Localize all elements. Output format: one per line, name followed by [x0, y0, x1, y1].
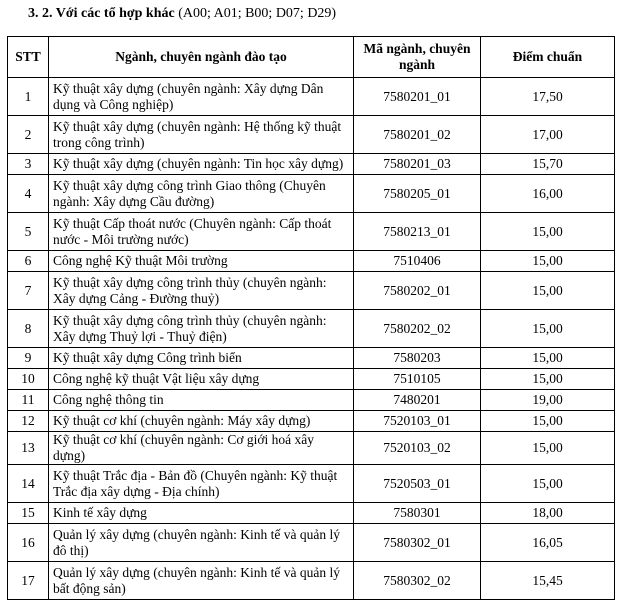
table-row	[8, 213, 615, 251]
section-heading	[28, 5, 336, 23]
row-major: Kỹ thuật xây dựng (chuyên ngành: Hệ thống kỹ thuật trong công trình)	[49, 116, 354, 154]
row-stt: 6	[8, 251, 49, 272]
row-score: 15,00	[481, 310, 615, 348]
table-row	[8, 78, 615, 116]
row-major: Kỹ thuật xây dựng công trình Giao thông (Chuyên ngành: Xây dựng Cầu đường)	[49, 175, 354, 213]
row-score: 15,00	[481, 411, 615, 432]
table-row	[8, 411, 615, 432]
row-code: 7510105	[354, 369, 481, 390]
row-score: 16,05	[481, 524, 615, 562]
row-code: 7480201	[354, 390, 481, 411]
row-code: 7510406	[354, 251, 481, 272]
row-major: Công nghệ Kỹ thuật Môi trường	[49, 251, 354, 272]
row-score: 17,00	[481, 116, 615, 154]
row-code: 7580201_03	[354, 154, 481, 175]
table-row	[8, 175, 615, 213]
row-score: 15,00	[481, 251, 615, 272]
row-score: 15,00	[481, 272, 615, 310]
admission-score-table	[7, 36, 615, 600]
row-major: Kỹ thuật cơ khí (chuyên ngành: Máy xây dựng)	[49, 411, 354, 432]
row-stt: 7	[8, 272, 49, 310]
row-major: Kỹ thuật xây dựng (chuyên ngành: Xây dựng Dân dụng và Công nghiệp)	[49, 78, 354, 116]
table-row	[8, 348, 615, 369]
row-score: 15,00	[481, 369, 615, 390]
row-code: 7580203	[354, 348, 481, 369]
table-row	[8, 272, 615, 310]
row-stt: 12	[8, 411, 49, 432]
table-row	[8, 116, 615, 154]
row-stt: 10	[8, 369, 49, 390]
row-major: Kinh tế xây dựng	[49, 503, 354, 524]
row-score: 15,00	[481, 432, 615, 465]
row-code: 7520103_01	[354, 411, 481, 432]
row-stt: 16	[8, 524, 49, 562]
row-stt: 13	[8, 432, 49, 465]
row-stt: 14	[8, 465, 49, 503]
row-major: Kỹ thuật xây dựng (chuyên ngành: Tin học xây dựng)	[49, 154, 354, 175]
table-row	[8, 562, 615, 600]
row-stt: 3	[8, 154, 49, 175]
table-row	[8, 524, 615, 562]
row-stt: 1	[8, 78, 49, 116]
row-code: 7580205_01	[354, 175, 481, 213]
row-stt: 8	[8, 310, 49, 348]
row-score: 19,00	[481, 390, 615, 411]
row-score: 16,00	[481, 175, 615, 213]
row-code: 7580201_01	[354, 78, 481, 116]
row-score: 15,00	[481, 213, 615, 251]
row-code: 7520103_02	[354, 432, 481, 465]
row-score: 15,00	[481, 465, 615, 503]
table-row	[8, 465, 615, 503]
row-code: 7580202_01	[354, 272, 481, 310]
row-major: Kỹ thuật xây dựng Công trình biển	[49, 348, 354, 369]
row-score: 18,00	[481, 503, 615, 524]
row-major: Kỹ thuật xây dựng công trình thủy (chuyên ngành: Xây dựng Thuỷ lợi - Thuỷ điện)	[49, 310, 354, 348]
table-row	[8, 503, 615, 524]
row-major: Kỹ thuật Cấp thoát nước (Chuyên ngành: Cấp thoát nước - Môi trường nước)	[49, 213, 354, 251]
row-code: 7580213_01	[354, 213, 481, 251]
header-major: Ngành, chuyên ngành đào tạo	[49, 37, 354, 78]
row-stt: 4	[8, 175, 49, 213]
table-row	[8, 310, 615, 348]
row-major: Kỹ thuật xây dựng công trình thủy (chuyên ngành: Xây dựng Cảng - Đường thuỷ)	[49, 272, 354, 310]
row-stt: 9	[8, 348, 49, 369]
row-code: 7580202_02	[354, 310, 481, 348]
row-stt: 15	[8, 503, 49, 524]
header-code: Mã ngành, chuyên ngành	[354, 37, 481, 78]
row-score: 15,70	[481, 154, 615, 175]
row-major: Quản lý xây dựng (chuyên ngành: Kinh tế và quản lý đô thị)	[49, 524, 354, 562]
row-score: 17,50	[481, 78, 615, 116]
table-row	[8, 369, 615, 390]
row-major: Quản lý xây dựng (chuyên ngành: Kinh tế và quản lý bất động sản)	[49, 562, 354, 600]
table-row	[8, 432, 615, 465]
table-header-row	[8, 37, 615, 78]
row-code: 7580301	[354, 503, 481, 524]
table-row	[8, 390, 615, 411]
section-heading-bold: 3. 2. Với các tổ hợp khác	[28, 6, 175, 21]
row-stt: 2	[8, 116, 49, 154]
row-major: Công nghệ kỹ thuật Vật liệu xây dựng	[49, 369, 354, 390]
row-stt: 11	[8, 390, 49, 411]
table-row	[8, 154, 615, 175]
row-major: Kỹ thuật cơ khí (chuyên ngành: Cơ giới hoá xây dựng)	[49, 432, 354, 465]
row-code: 7520503_01	[354, 465, 481, 503]
header-stt: STT	[8, 37, 49, 78]
row-score: 15,00	[481, 348, 615, 369]
section-heading-combos: (A00; A01; B00; D07; D29)	[174, 6, 337, 21]
row-code: 7580201_02	[354, 116, 481, 154]
row-code: 7580302_02	[354, 562, 481, 600]
row-stt: 17	[8, 562, 49, 600]
row-major: Kỹ thuật Trắc địa - Bản đồ (Chuyên ngành: Kỹ thuật Trắc địa xây dựng - Địa chính)	[49, 465, 354, 503]
header-score: Điểm chuẩn	[481, 37, 615, 78]
row-major: Công nghệ thông tin	[49, 390, 354, 411]
row-code: 7580302_01	[354, 524, 481, 562]
row-score: 15,45	[481, 562, 615, 600]
table-row	[8, 251, 615, 272]
row-stt: 5	[8, 213, 49, 251]
